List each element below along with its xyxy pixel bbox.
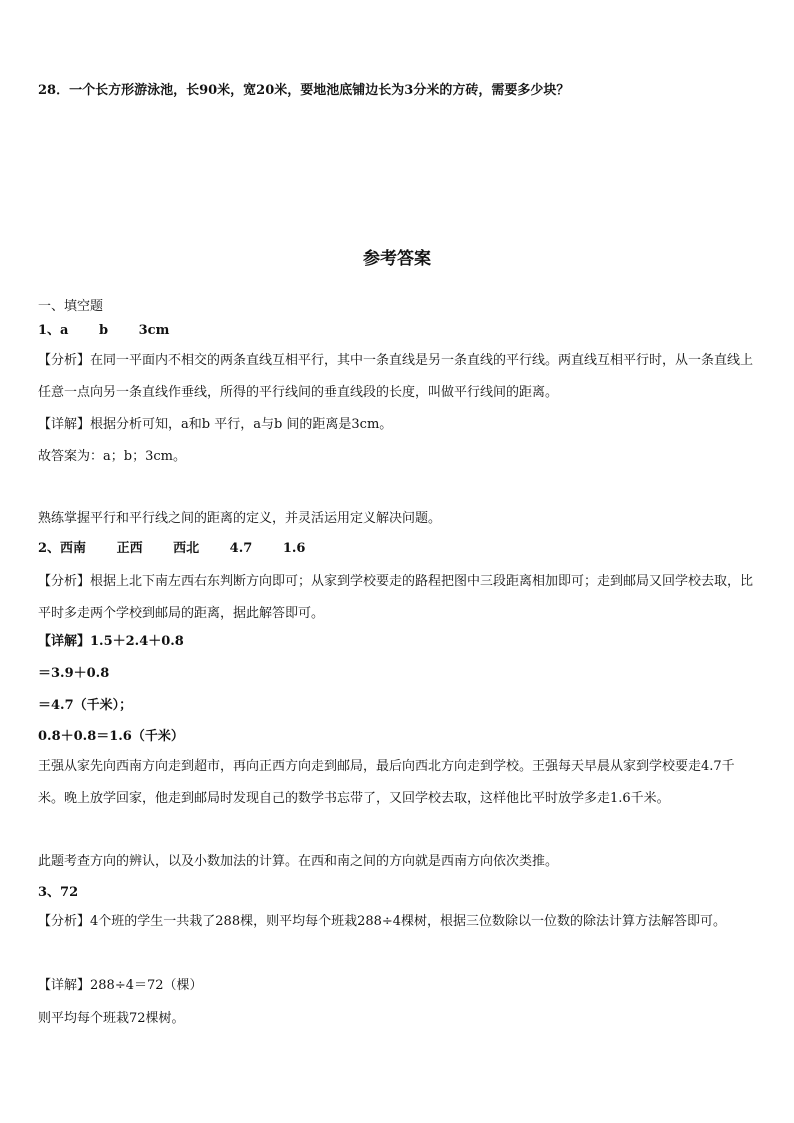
q2-answer [38, 540, 760, 558]
q2-detail-line: 0.8＋0.8＝1.6（千米） [38, 729, 184, 744]
q2-story: 王强从家先向西南方向走到超市，再向正西方向走到邮局，最后向西北方向走到学校。王强每天早晨从家到学校要走4.7千米。晚上放学回家，他走到邮局时发现自己的数学书忘带了，又回学校去取，这样他比平时放学多走1.6千米。 [38, 759, 735, 806]
q2-answer-part: 正西 [116, 541, 143, 556]
q1-answer-part: 3cm [138, 323, 170, 338]
q2-answer-part: 西北 [173, 541, 200, 556]
answer-title: 参考答案 [363, 249, 431, 269]
section-heading-fill-blank: 一、填空题 [38, 299, 104, 314]
q3-analysis: 【分析】4个班的学生一共栽了288棵，则平均每个班栽288÷4棵树，根据三位数除以一位数的除法计算方法解答即可。 [38, 914, 727, 929]
q1-detail: 【详解】根据分析可知，a和b 平行，a与b 间的距离是3cm。 [38, 417, 393, 432]
q1-answer-part: 1、a [38, 323, 69, 338]
q1-analysis: 【分析】在同一平面内不相交的两条直线互相平行，其中一条直线是另一条直线的平行线。两直线互相平行时，从一条直线上任意一点向另一条直线作垂线，所得的平行线间的垂直线段的长度，叫做平行线间的距离。 [38, 353, 754, 400]
q1-answer-part: b [99, 323, 109, 338]
q2-detail-line: 【详解】1.5＋2.4＋0.8 [38, 634, 184, 649]
q2-answer-part: 2、西南 [38, 541, 87, 556]
q3-detail: 【详解】288÷4＝72（棵） [38, 978, 203, 993]
q2-answer-part: 4.7 [229, 541, 253, 556]
question-28: 28．一个长方形游泳池，长90米，宽20米，要地池底铺边长为3分米的方砖，需要多少块？ [38, 83, 570, 98]
q1-final: 故答案为：a；b；3cm。 [38, 449, 186, 464]
q1-summary: 熟练掌握平行和平行线之间的距离的定义，并灵活运用定义解决问题。 [38, 511, 442, 526]
q1-answer [38, 322, 760, 340]
q3-final: 则平均每个班栽72棵树。 [38, 1011, 185, 1026]
q2-answer-part: 1.6 [282, 541, 306, 556]
q3-answer: 3、72 [38, 885, 79, 900]
q2-summary: 此题考查方向的辨认，以及小数加法的计算。在西和南之间的方向就是西南方向依次类推。 [38, 854, 559, 869]
q2-analysis: 【分析】根据上北下南左西右东判断方向即可；从家到学校要走的路程把图中三段距离相加即可；走到邮局又回学校去取，比平时多走两个学校到邮局的距离，据此解答即可。 [38, 574, 754, 621]
q2-detail-line: ＝3.9＋0.8 [38, 666, 110, 681]
q2-detail-line: ＝4.7（千米）； [38, 698, 133, 713]
